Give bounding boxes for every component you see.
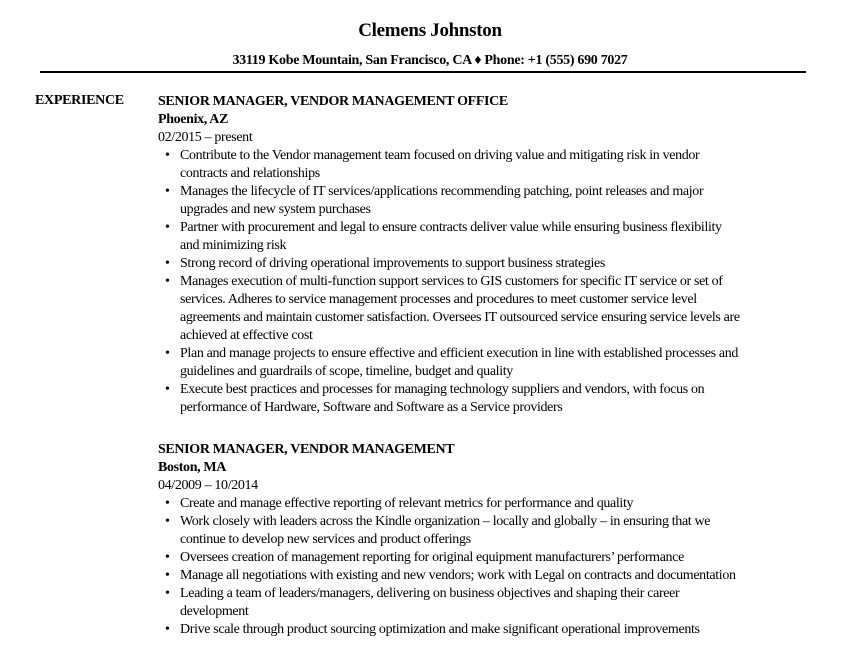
bullet-line: performance of Hardware, Software and Software as a Service providers — [180, 400, 563, 415]
bullet-line: • Partner with procurement and legal to ensure contracts deliver value while ensuring business flexibility — [180, 220, 722, 235]
job-entry — [158, 441, 838, 639]
job-location: Boston, MA — [158, 460, 227, 475]
contact-info: 33119 Kobe Mountain, San Francisco, CA ♦ Phone: +1 (555) 690 7027 — [232, 53, 628, 68]
bullet-line: contracts and relationships — [180, 166, 320, 181]
job-title: SENIOR MANAGER, VENDOR MANAGEMENT OFFICE — [158, 94, 508, 109]
bullet-line: development — [180, 604, 249, 619]
bullet-item — [158, 549, 838, 567]
bullet-item — [158, 513, 838, 549]
bullet-item — [158, 345, 838, 381]
section-heading-experience: EXPERIENCE — [35, 93, 124, 108]
bullet-line: • Manage all negotiations with existing and new vendors; work with Legal on contracts and documentation — [180, 568, 736, 583]
bullet-item — [158, 255, 838, 273]
bullet-line: achieved at effective cost — [180, 328, 313, 343]
bullet-line: agreements and maintain customer satisfaction. Oversees IT outsourced service ensuring service levels are — [180, 310, 740, 325]
bullet-line: • Leading a team of leaders/managers, delivering on business objectives and shaping their career — [180, 586, 680, 601]
job-location: Phoenix, AZ — [158, 112, 229, 127]
bullet-line: • Drive scale through product sourcing optimization and make significant operational improvements — [180, 622, 700, 637]
bullet-line: • Plan and manage projects to ensure effective and efficient execution in line with established processes and — [180, 346, 738, 361]
job-dates: 02/2015 – present — [158, 130, 253, 145]
bullet-item — [158, 183, 838, 219]
experience-list — [158, 93, 838, 663]
header-divider — [40, 71, 806, 73]
bullet-line: • Create and manage effective reporting of relevant metrics for performance and quality — [180, 496, 634, 511]
candidate-name: Clemens Johnston — [358, 20, 502, 41]
bullet-line: and minimizing risk — [180, 238, 287, 253]
bullet-line: continue to develop new services and product offerings — [180, 532, 471, 547]
bullet-item — [158, 273, 838, 345]
job-bullets — [158, 495, 838, 639]
bullet-item — [158, 495, 838, 513]
bullet-item — [158, 147, 838, 183]
bullet-line: • Contribute to the Vendor management team focused on driving value and mitigating risk in vendor — [180, 148, 700, 163]
bullet-item — [158, 381, 838, 417]
bullet-line: • Manages the lifecycle of IT services/applications recommending patching, point releases and major — [180, 184, 704, 199]
bullet-item — [158, 621, 838, 639]
bullet-line: upgrades and new system purchases — [180, 202, 371, 217]
job-bullets — [158, 147, 838, 417]
bullet-line: • Manages execution of multi-function support services to GIS customers for specific IT service or set of — [180, 274, 723, 289]
bullet-line: services. Adheres to service management processes and procedures to meet customer service level — [180, 292, 697, 307]
bullet-line: • Execute best practices and processes for managing technology suppliers and vendors, with focus on — [180, 382, 705, 397]
job-entry — [158, 93, 838, 417]
bullet-line: • Work closely with leaders across the Kindle organization – locally and globally – in ensuring that we — [180, 514, 711, 529]
bullet-line: • Strong record of driving operational improvements to support business strategies — [180, 256, 605, 271]
bullet-item — [158, 567, 838, 585]
bullet-line: guidelines and guardrails of scope, timeline, budget and quality — [180, 364, 513, 379]
bullet-item — [158, 219, 838, 255]
job-title: SENIOR MANAGER, VENDOR MANAGEMENT — [158, 442, 455, 457]
bullet-line: • Oversees creation of management reporting for original equipment manufacturers’ performance — [180, 550, 684, 565]
bullet-item — [158, 585, 838, 621]
job-dates: 04/2009 – 10/2014 — [158, 478, 258, 493]
